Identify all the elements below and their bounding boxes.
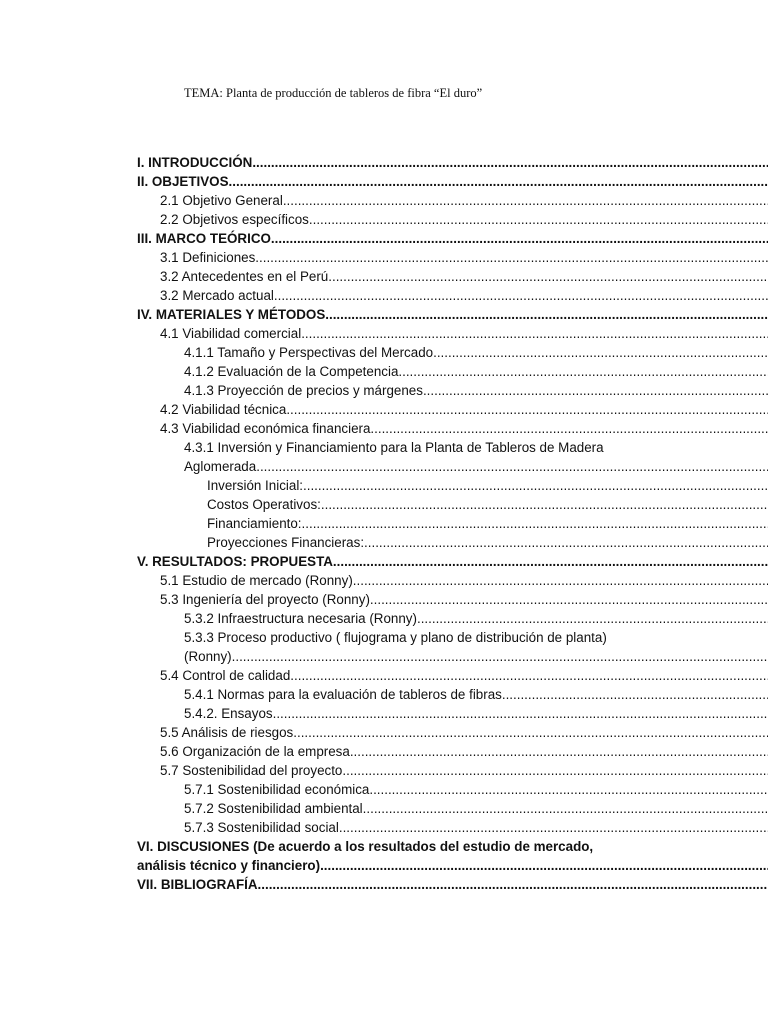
toc-entry[interactable] [0, 248, 768, 267]
toc-entry-text: 5.3 Ingeniería del proyecto (Ronny) ..... [160, 592, 768, 607]
toc-entry[interactable] [0, 723, 768, 742]
toc-entry-text: 4.3 Viabilidad económica financiera ..... [160, 421, 768, 436]
toc-entry-text: VII. BIBLIOGRAFÍA ..... [137, 877, 768, 892]
toc-entry[interactable] [0, 875, 768, 894]
toc-entry-text: 3.2 Mercado actual ..... [160, 288, 768, 303]
toc-entry[interactable] [0, 495, 768, 514]
toc-entry[interactable] [0, 837, 768, 875]
toc-entry[interactable] [0, 742, 768, 761]
toc-entry[interactable] [0, 286, 768, 305]
toc-entry-text: 5.3.3 Proceso productivo ( flujograma y plano de distribución de planta) [184, 630, 607, 645]
toc-entry-text: 5.4 Control de calidad ..... [160, 668, 768, 683]
toc-entry-text: 5.7.2 Sostenibilidad ambiental ..... [184, 801, 768, 816]
toc-entry-text: Costos Operativos: ..... [207, 497, 768, 512]
toc-entry[interactable] [0, 210, 768, 229]
toc-entry-text: V. RESULTADOS: PROPUESTA ..... [137, 554, 768, 569]
toc-entry[interactable] [0, 799, 768, 818]
toc-entry[interactable] [0, 704, 768, 723]
toc-entry[interactable] [0, 400, 768, 419]
toc-entry[interactable] [0, 267, 768, 286]
toc-entry-text: 5.5 Análisis de riesgos ..... [160, 725, 768, 740]
toc-entry[interactable] [0, 818, 768, 837]
toc-entry[interactable] [0, 438, 768, 476]
toc-entry-text: Inversión Inicial: ..... [207, 478, 768, 493]
toc-entry-text: 3.2 Antecedentes en el Perú ..... [160, 269, 768, 284]
toc-entry-text: 4.1 Viabilidad comercial ..... [160, 326, 768, 341]
toc-entry-text: 2.1 Objetivo General ..... [160, 193, 768, 208]
toc-entry-text: 5.3.2 Infraestructura necesaria (Ronny) ..... [184, 611, 768, 626]
toc-entry-text: VI. DISCUSIONES (De acuerdo a los resultados del estudio de mercado, [137, 839, 594, 854]
toc-entry-text: 4.1.1 Tamaño y Perspectivas del Mercado ..... [184, 345, 768, 360]
toc-entry[interactable] [0, 153, 768, 172]
toc-entry-text: Proyecciones Financieras: ..... [207, 535, 768, 550]
toc-entry-text-continued: (Ronny) ..... [184, 649, 768, 664]
toc-entry-text: Financiamiento: ..... [207, 516, 768, 531]
toc-entry[interactable] [0, 514, 768, 533]
toc-entry-text: II. OBJETIVOS ..... [137, 174, 768, 189]
toc-entry[interactable] [0, 780, 768, 799]
toc-entry[interactable] [0, 343, 768, 362]
toc-entry[interactable] [0, 571, 768, 590]
toc-entry[interactable] [0, 609, 768, 628]
table-of-contents [0, 153, 768, 894]
toc-entry[interactable] [0, 229, 768, 248]
toc-entry[interactable] [0, 685, 768, 704]
toc-entry[interactable] [0, 761, 768, 780]
toc-entry[interactable] [0, 172, 768, 191]
toc-entry[interactable] [0, 628, 768, 666]
toc-entry-text: 2.2 Objetivos específicos ..... [160, 212, 768, 227]
toc-entry[interactable] [0, 590, 768, 609]
toc-entry[interactable] [0, 419, 768, 438]
toc-entry-text: 4.2 Viabilidad técnica ..... [160, 402, 768, 417]
toc-entry-text: 5.4.2. Ensayos ..... [184, 706, 768, 721]
toc-entry[interactable] [0, 552, 768, 571]
toc-entry[interactable] [0, 381, 768, 400]
toc-entry[interactable] [0, 324, 768, 343]
toc-entry-text: IV. MATERIALES Y MÉTODOS ..... [137, 307, 768, 322]
toc-entry[interactable] [0, 191, 768, 210]
toc-entry-text: 5.1 Estudio de mercado (Ronny) ..... [160, 573, 768, 588]
document-title: TEMA: Planta de producción de tableros de fibra “El duro” [184, 86, 483, 100]
toc-entry-text: 5.7 Sostenibilidad del proyecto ..... [160, 763, 768, 778]
toc-entry-text-continued: análisis técnico y financiero) ..... [137, 858, 768, 873]
toc-entry[interactable] [0, 666, 768, 685]
toc-entry-text: 4.1.2 Evaluación de la Competencia ..... [184, 364, 768, 379]
toc-entry-text-continued: Aglomerada ..... [184, 459, 768, 474]
toc-entry-text: 3.1 Definiciones ..... [160, 250, 768, 265]
toc-entry-text: III. MARCO TEÓRICO ..... [137, 231, 768, 246]
toc-entry-text: 5.7.1 Sostenibilidad económica ..... [184, 782, 768, 797]
toc-entry-text: 5.4.1 Normas para la evaluación de tableros de fibras ..... [184, 687, 768, 702]
toc-entry-text: 4.3.1 Inversión y Financiamiento para la Planta de Tableros de Madera [184, 440, 604, 455]
toc-entry[interactable] [0, 305, 768, 324]
toc-entry[interactable] [0, 362, 768, 381]
toc-entry-text: 5.7.3 Sostenibilidad social ..... [184, 820, 768, 835]
toc-entry[interactable] [0, 476, 768, 495]
toc-entry-text: 5.6 Organización de la empresa ..... [160, 744, 768, 759]
toc-entry-text: 4.1.3 Proyección de precios y márgenes ..... [184, 383, 768, 398]
toc-entry[interactable] [0, 533, 768, 552]
toc-entry-text: I. INTRODUCCIÓN ..... [137, 155, 768, 170]
